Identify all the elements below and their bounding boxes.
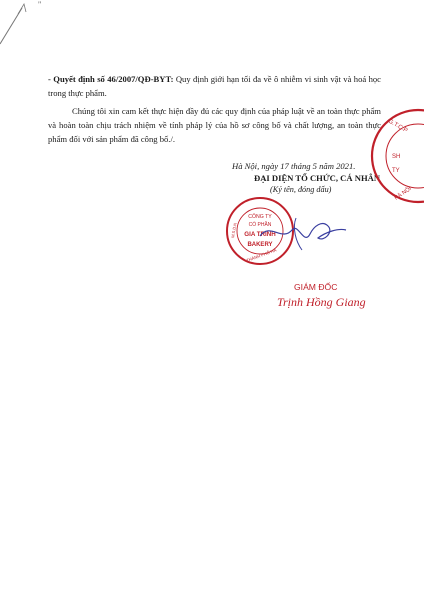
- signatory-title: GIÁM ĐỐC: [294, 282, 338, 292]
- commitment-paragraph: Chúng tôi xin cam kết thực hiện đầy đủ các quy định của pháp luật về an toàn thực phẩm và hoàn toàn chịu trách nhiệm về tính pháp lý của hồ sơ công bố và chất lượng, an toàn thực phẩm đối với sản phẩm đã công bố./.: [48, 106, 381, 144]
- place-date: Hà Nội, ngày 17 tháng 5 năm 2021.: [232, 161, 356, 171]
- svg-text:SH: SH: [392, 154, 401, 160]
- svg-text:THÀNH PHỐ HÀ: THÀNH PHỐ HÀ: [245, 247, 278, 263]
- company-seal-partial: [368, 96, 424, 216]
- representative-heading: ĐẠI DIỆN TỔ CHỨC, CÁ NHÂN: [254, 173, 381, 183]
- page-fold-mark: [0, 0, 40, 50]
- svg-text:M.S.D.N: M.S.D.N: [230, 222, 238, 239]
- svg-text:TY: TY: [392, 168, 400, 174]
- handwritten-signature: [252, 212, 352, 252]
- top-mark: ": [38, 0, 42, 9]
- svg-text:G.T.C.P: G.T.C.P: [387, 118, 409, 135]
- signatory-name: Trịnh Hồng Giang: [277, 295, 366, 309]
- svg-text:CÔNG TY: CÔNG TY: [248, 214, 272, 220]
- decision-description: Quy định giới hạn tối đa về ô nhiễm vi sinh vật và hoá học trong thực phẩm.: [48, 74, 381, 98]
- svg-text:GIA TRINH: GIA TRINH: [244, 231, 276, 238]
- decision-reference: - Quyết định số 46/2007/QĐ-BYT:: [48, 74, 174, 84]
- svg-text:BAKERY: BAKERY: [247, 242, 273, 248]
- svg-text:HÀ NỘI: HÀ NỘI: [393, 185, 413, 202]
- svg-text:CỔ PHẦN: CỔ PHẦN: [248, 222, 272, 228]
- sign-note: (Ký tên, đóng dấu): [270, 185, 332, 194]
- decision-paragraph: [48, 72, 381, 100]
